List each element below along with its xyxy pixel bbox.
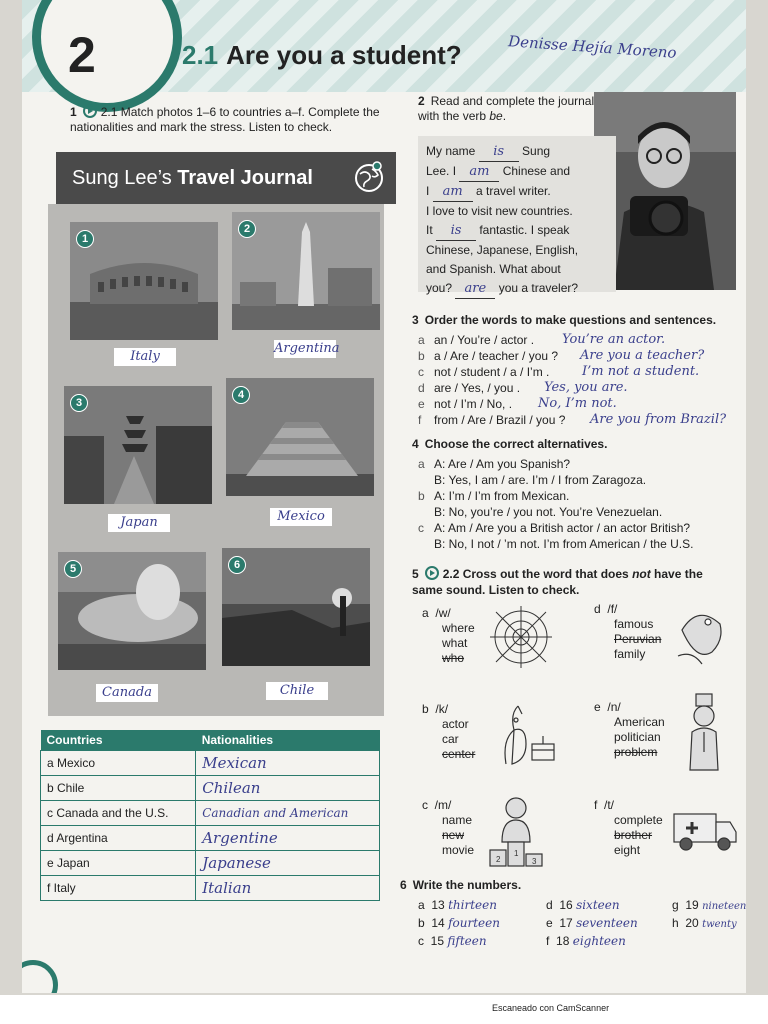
svg-text:2: 2: [496, 855, 501, 864]
country-cell: a Mexico: [41, 751, 196, 776]
item-answer: Are you from Brazil?: [590, 412, 727, 427]
exercise-1-instruction: [70, 104, 400, 135]
lesson-heading: Are you a student?: [226, 40, 462, 70]
item-letter: f: [418, 413, 422, 427]
table-header: Nationalities: [196, 730, 380, 751]
table-row: [41, 851, 380, 876]
nationality-cell: Mexican: [196, 751, 380, 776]
photo-answer: Chile: [266, 682, 328, 700]
list-item: [418, 898, 500, 916]
table-row: [41, 751, 380, 776]
journal-text: Sung: [518, 144, 551, 158]
list-item: [412, 488, 742, 504]
journal-line: [426, 241, 608, 260]
sound-word: famous: [614, 617, 654, 631]
item-words: are / Yes, / you .: [434, 381, 521, 395]
instruction-end: .: [502, 109, 507, 123]
journal-card: [418, 136, 616, 296]
item-answer: eighteen: [572, 934, 626, 948]
sound-word: car: [442, 732, 459, 746]
exercise-number: 4: [412, 437, 419, 451]
exercise-number: 3: [412, 313, 419, 327]
item-number: 18: [556, 934, 570, 948]
group-letter: e: [594, 700, 601, 714]
number-column-2: [546, 898, 638, 952]
instruction-text: Read and complete the journal with the verb: [418, 94, 595, 123]
item-answer: sixteen: [576, 898, 620, 912]
item-letter: a: [418, 333, 425, 347]
list-item: [412, 412, 732, 428]
lesson-number: 2.1: [182, 40, 219, 70]
item-letter: g: [672, 898, 679, 912]
country-cell: d Argentina: [41, 826, 196, 851]
journal-text: a travel writer.: [472, 184, 551, 198]
exercise-number: 2: [418, 94, 425, 108]
item-answer: No, I’m not.: [538, 396, 617, 411]
item-words: not / I’m / No, .: [434, 397, 513, 411]
item-words: a / Are / teacher / you ?: [434, 349, 559, 363]
item-letter: c: [418, 365, 424, 379]
photo-badge: 4: [232, 386, 250, 404]
instruction-text: Cross out the word that does: [462, 567, 633, 581]
item-number: 16: [559, 898, 573, 912]
item-letter: a: [418, 898, 425, 912]
workbook-page: [22, 0, 746, 993]
list-item: [412, 456, 742, 472]
photo-answer: Argentina: [274, 341, 340, 356]
group-letter: a: [422, 606, 429, 620]
item-answer: Are you a teacher?: [580, 348, 705, 363]
photo-badge: 6: [228, 556, 246, 574]
photo-answer: Canada: [96, 684, 158, 702]
list-item: [546, 916, 638, 934]
svg-text:1: 1: [514, 849, 519, 858]
country-cell: f Italy: [41, 876, 196, 901]
item-line-b: B: Yes, I am / are. I’m / I from Zaragoza.: [434, 473, 647, 487]
list-item: [412, 520, 742, 536]
instruction-text: Choose the correct alternatives.: [424, 437, 608, 451]
sound-word: politician: [614, 730, 661, 744]
instruction-text: Match photos 1–6 to countries a–f. Complete the nationalities and mark the stress. Listen to check.: [70, 105, 380, 134]
sound-word: movie: [442, 843, 475, 857]
sound-group-a: [422, 606, 475, 666]
item-line-b: B: No, I not / ’m not. I’m from American / the U.S.: [434, 537, 694, 551]
journal-line: [426, 182, 608, 202]
journal-text: and Spanish. What about: [426, 262, 561, 276]
sound-word: family: [614, 647, 646, 661]
group-sound: /m/: [434, 798, 452, 812]
audio-icon: [425, 566, 439, 580]
table-header: Countries: [41, 730, 196, 751]
list-item: [418, 916, 500, 934]
journal-text: you a traveler?: [495, 281, 579, 295]
item-answer: fourteen: [448, 916, 500, 930]
journal-text: Lee. I: [426, 164, 460, 178]
exercise-number: 1: [70, 105, 77, 119]
item-line-a: A: Are / Am you Spanish?: [434, 457, 571, 471]
journal-text: I love to visit new countries.: [426, 204, 573, 218]
table-row: [41, 876, 380, 901]
item-answer: I’m not a student.: [582, 364, 700, 379]
item-words: from / Are / Brazil / you ?: [434, 413, 566, 427]
journal-text: I: [426, 184, 433, 198]
unit-number: 2: [68, 27, 96, 83]
audio-track: 2.2: [442, 567, 460, 581]
item-answer: nineteen: [702, 901, 746, 912]
nationality-cell: Japanese: [196, 851, 380, 876]
instruction-text: Write the numbers.: [412, 878, 522, 892]
item-letter: b: [418, 916, 425, 930]
photo-badge: 5: [64, 560, 82, 578]
journal-text: you?: [426, 281, 456, 295]
exercise-3-instruction: [412, 312, 732, 328]
nationality-cell: Italian: [196, 876, 380, 901]
journal-line: [426, 260, 608, 279]
item-line-b: B: No, you’re / you not. You’re Venezuelan.: [434, 505, 663, 519]
group-sound: /f/: [607, 602, 618, 616]
sound-group-f: [594, 798, 663, 858]
table-row: [41, 776, 380, 801]
group-sound: /k/: [435, 702, 449, 716]
sound-word-crossed: new: [442, 828, 465, 842]
sound-word: name: [442, 813, 473, 827]
list-item: [546, 898, 638, 916]
journal-title-normal: Sung Lee’s: [72, 167, 178, 189]
item-number: 19: [685, 898, 699, 912]
podium-character-icon: [488, 794, 544, 868]
exercise-3: [412, 312, 732, 428]
countries-nationalities-table: [40, 730, 380, 901]
sound-word: what: [442, 636, 468, 650]
student-name: Denisse Hejía Moreno: [507, 32, 678, 62]
item-letter: c: [418, 934, 424, 948]
group-letter: d: [594, 602, 601, 616]
exercise-6-instruction: [400, 878, 521, 892]
list-item: [412, 396, 732, 412]
list-item: [412, 380, 732, 396]
list-item: [412, 348, 732, 364]
item-answer: You’re an actor.: [562, 332, 666, 347]
globe-icon: [352, 160, 386, 194]
group-sound: /t/: [604, 798, 615, 812]
journal-banner: [56, 152, 396, 204]
item-letter: d: [418, 381, 425, 395]
item-letter: e: [418, 397, 425, 411]
country-cell: e Japan: [41, 851, 196, 876]
item-words: an / You’re / actor .: [434, 333, 535, 347]
sound-word-crossed: center: [442, 747, 476, 761]
group-letter: b: [422, 702, 429, 716]
audio-track: 2.1: [100, 105, 118, 119]
group-letter: c: [422, 798, 428, 812]
list-item: [412, 332, 732, 348]
item-letter: f: [546, 934, 550, 948]
item-letter: b: [418, 489, 425, 503]
exercise-4-instruction: [412, 436, 742, 452]
journal-text: fantastic. I speak: [476, 223, 570, 237]
group-letter: f: [594, 798, 598, 812]
spiderweb-icon: [486, 604, 556, 670]
instruction-end: have the same sound. Listen to check.: [412, 567, 703, 597]
journal-blank: am: [433, 182, 473, 202]
item-line-a: A: Am / Are you a British actor / an actor British?: [434, 521, 691, 535]
exercise-5-instruction: [412, 566, 732, 598]
journal-line: [426, 279, 608, 299]
lesson-title: [182, 40, 462, 71]
item-number: 14: [431, 916, 445, 930]
sound-group-d: [594, 602, 661, 662]
unit-circle: [32, 0, 182, 112]
journal-line: [426, 142, 608, 162]
list-item: [672, 916, 746, 934]
sound-word-crossed: who: [442, 651, 465, 665]
exercise-number: 5: [412, 567, 419, 581]
journal-title-bold: Travel Journal: [177, 167, 313, 189]
item-line-a: A: I’m / I’m from Mexican.: [434, 489, 570, 503]
svg-text:3: 3: [532, 857, 537, 866]
sound-group-e: [594, 700, 665, 760]
photo-badge: 3: [70, 394, 88, 412]
journal-text: Chinese and: [499, 164, 571, 178]
instruction-verb: be: [489, 109, 503, 123]
item-answer: fifteen: [447, 934, 487, 948]
sound-word: eight: [614, 843, 641, 857]
item-answer: Yes, you are.: [544, 380, 628, 395]
country-cell: b Chile: [41, 776, 196, 801]
photo-answer: Italy: [114, 348, 176, 366]
number-column-1: [418, 898, 500, 952]
photo-answer: Japan: [108, 514, 170, 532]
item-number: 17: [559, 916, 573, 930]
table-header-row: [41, 730, 380, 751]
journal-text: Chinese, Japanese, English,: [426, 243, 579, 257]
item-answer: twenty: [702, 919, 737, 930]
journal-line: [426, 202, 608, 221]
item-letter: a: [418, 457, 425, 471]
item-letter: b: [418, 349, 425, 363]
sound-word-crossed: problem: [614, 745, 658, 759]
sound-word: complete: [614, 813, 663, 827]
journal-blank: is: [436, 221, 476, 241]
instruction-emphasis: not: [632, 567, 651, 581]
exercise-2-instruction: [418, 94, 598, 124]
photo-answer: Mexico: [270, 508, 332, 526]
instruction-text: Order the words to make questions and sentences.: [424, 313, 717, 327]
sound-group-b: [422, 702, 475, 762]
fish-character-icon: [672, 600, 732, 670]
table-row: [41, 826, 380, 851]
list-item: [418, 934, 500, 952]
item-answer: thirteen: [448, 898, 497, 912]
scanner-watermark: Escaneado con CamScanner: [492, 1003, 610, 1013]
item-letter: h: [672, 916, 679, 930]
sound-word: American: [614, 715, 665, 729]
journal-line: [426, 162, 608, 182]
nationality-cell: Canadian and American: [196, 801, 380, 826]
item-letter: d: [546, 898, 553, 912]
nationality-cell: Chilean: [196, 776, 380, 801]
list-item: [546, 934, 638, 952]
photo-panel: [48, 204, 384, 716]
item-number: 15: [430, 934, 445, 948]
number-column-3: [672, 898, 746, 934]
list-item: [412, 536, 742, 552]
politician-character-icon: [682, 692, 726, 772]
group-sound: /n/: [607, 700, 621, 714]
sound-word-crossed: Peruvian: [614, 632, 662, 646]
item-words: not / student / a / I’m .: [434, 365, 550, 379]
sound-word: where: [442, 621, 475, 635]
journal-blank: am: [459, 162, 499, 182]
journal-text: My name: [426, 144, 479, 158]
journal-blank: is: [479, 142, 519, 162]
item-answer: seventeen: [576, 916, 638, 930]
cake-character-icon: [496, 700, 558, 770]
item-number: 13: [431, 898, 445, 912]
nationality-cell: Argentine: [196, 826, 380, 851]
corner-decoration: [22, 960, 58, 993]
list-item: [412, 472, 742, 488]
table-row: [41, 801, 380, 826]
sound-word-crossed: brother: [614, 828, 653, 842]
list-item: [412, 504, 742, 520]
audio-icon: [83, 104, 97, 118]
sound-word: actor: [442, 717, 469, 731]
journal-text: It: [426, 223, 437, 237]
journal-line: [426, 221, 608, 241]
exercise-4: [412, 436, 742, 552]
exercise-number: 6: [400, 878, 407, 892]
country-cell: c Canada and the U.S.: [41, 801, 196, 826]
list-item: [412, 364, 732, 380]
sound-group-c: [422, 798, 474, 858]
item-letter: e: [546, 916, 553, 930]
journal-blank: are: [455, 279, 495, 299]
group-sound: /w/: [435, 606, 451, 620]
ambulance-icon: [670, 800, 738, 856]
item-number: 20: [685, 916, 699, 930]
photo-badge: 1: [76, 230, 94, 248]
list-item: [672, 898, 746, 916]
item-letter: c: [418, 521, 424, 535]
photo-badge: 2: [238, 220, 256, 238]
